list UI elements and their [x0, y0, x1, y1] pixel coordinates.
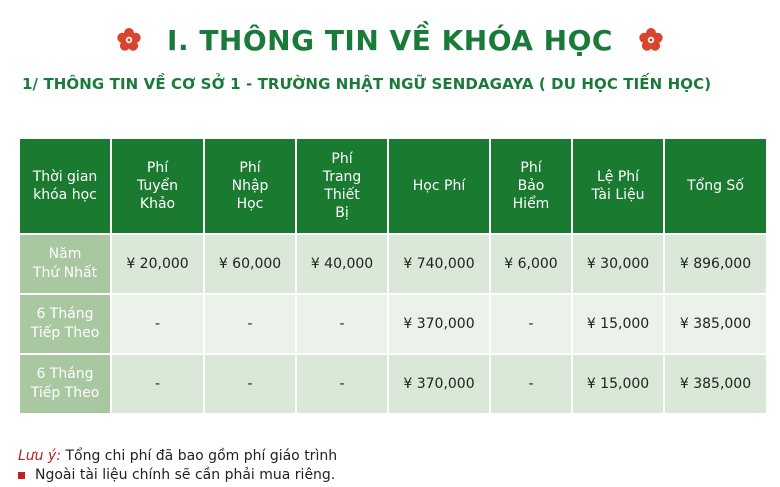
sakura-flower-icon — [117, 28, 141, 52]
bullet-text: Ngoài tài liệu chính sẽ cần phải mua riêng. — [35, 467, 336, 483]
row-label: 6 Tháng Tiếp Theo — [20, 355, 110, 413]
table-cell: - — [112, 355, 203, 413]
table-cell: ¥ 370,000 — [389, 295, 489, 353]
col-header-entrance-fee: Phí Tuyển Khảo — [112, 139, 203, 233]
table-cell: ¥ 30,000 — [573, 235, 663, 293]
col-header-tuition: Học Phí — [389, 139, 489, 233]
table-cell: - — [297, 295, 387, 353]
section-subtitle: 1/ THÔNG TIN VỀ CƠ SỞ 1 - TRƯỜNG NHẬT NGỮ SENDAGAYA ( DU HỌC TIẾN HỌC) — [22, 75, 712, 93]
table-cell: ¥ 40,000 — [297, 235, 387, 293]
table-cell: ¥ 896,000 — [665, 235, 766, 293]
table-row — [20, 295, 766, 353]
col-header-duration: Thời gian khóa học — [20, 139, 110, 233]
col-header-total: Tổng Số — [665, 139, 766, 233]
table-cell: ¥ 740,000 — [389, 235, 489, 293]
table-cell: ¥ 20,000 — [112, 235, 203, 293]
row-label: Năm Thứ Nhất — [20, 235, 110, 293]
table-cell: ¥ 385,000 — [665, 355, 766, 413]
table-cell: ¥ 60,000 — [205, 235, 295, 293]
table-cell: - — [205, 355, 295, 413]
note-text: Tổng chi phí đã bao gồm phí giáo trình — [61, 448, 338, 464]
table-cell: ¥ 6,000 — [491, 235, 571, 293]
table-cell: - — [491, 355, 571, 413]
col-header-material-fee: Lệ Phí Tài Liệu — [573, 139, 663, 233]
header-row — [20, 139, 766, 233]
table-cell: ¥ 15,000 — [573, 295, 663, 353]
col-header-insurance: Phí Bảo Hiểm — [491, 139, 571, 233]
table-row — [20, 235, 766, 293]
bullet-line — [18, 467, 335, 483]
table-cell: - — [297, 355, 387, 413]
note-line — [18, 448, 337, 464]
table-cell: - — [491, 295, 571, 353]
table-cell: ¥ 15,000 — [573, 355, 663, 413]
red-square-bullet-icon — [18, 472, 25, 479]
table-cell: ¥ 385,000 — [665, 295, 766, 353]
note-label: Lưu ý: — [18, 448, 61, 464]
table-row — [20, 355, 766, 413]
sakura-flower-icon — [639, 28, 663, 52]
col-header-facility-fee: Phí Trang Thiết Bị — [297, 139, 387, 233]
title-row — [0, 20, 780, 60]
row-label: 6 Tháng Tiếp Theo — [20, 295, 110, 353]
table-cell: ¥ 370,000 — [389, 355, 489, 413]
col-header-admission-fee: Phí Nhập Học — [205, 139, 295, 233]
table-cell: - — [112, 295, 203, 353]
page-title: I. THÔNG TIN VỀ KHÓA HỌC — [167, 23, 613, 57]
fee-table — [18, 137, 768, 415]
table-cell: - — [205, 295, 295, 353]
